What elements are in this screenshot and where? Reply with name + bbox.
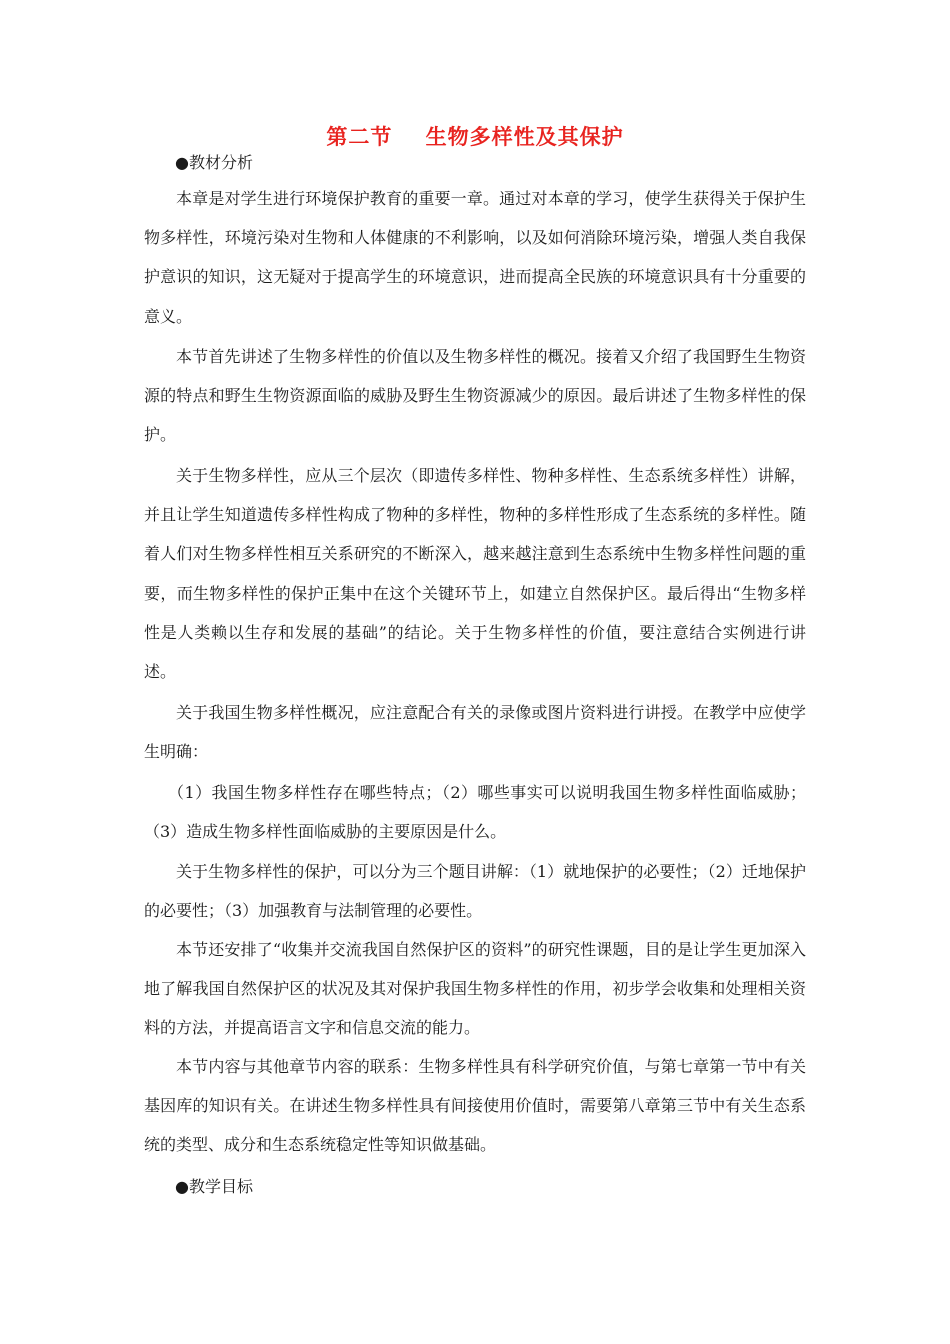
page-title: 第二节 生物多样性及其保护: [326, 124, 624, 149]
paragraph-4: 关于我国生物多样性概况，应注意配合有关的录像或图片资料进行讲授。在教学中应使学生明确：: [144, 703, 806, 762]
paragraph-1: 本章是对学生进行环境保护教育的重要一章。通过对本章的学习，使学生获得关于保护生物多样性，环境污染对生物和人体健康的不利影响，以及如何消除环境污染，增强人类自我保护意识的知识，这无疑对于提高学生的环境意识，进而提高全民族的环境意识具有十分重要的意义。: [144, 189, 806, 326]
paragraph-8: 本节内容与其他章节内容的联系：生物多样性具有科学研究价值，与第七章第一节中有关基因库的知识有关。在讲述生物多样性具有间接使用价值时，需要第八章第三节中有关生态系统的类型、成分和生态系统稳定性等知识做基础。: [144, 1057, 806, 1155]
paragraph-2: 本节首先讲述了生物多样性的价值以及生物多样性的概况。接着又介绍了我国野生生物资源的特点和野生生物资源面临的威胁及野生生物资源减少的原因。最后讲述了生物多样性的保护。: [144, 347, 806, 445]
paragraph-3: 关于生物多样性，应从三个层次（即遗传多样性、物种多样性、生态系统多样性）讲解，并且让学生知道遗传多样性构成了物种的多样性，物种的多样性形成了生态系统的多样性。随着人们对生物多样性相互关系研究的不断深入，越来越注意到生态系统中生物多样性问题的重要，而生物多样性的保护正集中在这个关键环节上，如建立自然保护区。最后得出“生物多样性是人类赖以生存和发展的基础”的结论。关于生物多样性的价值，要注意结合实例进行讲述。: [144, 466, 806, 682]
paragraph-6: 关于生物多样性的保护，可以分为三个题目讲解：（1）就地保护的必要性；（2）迁地保护的必要性；（3）加强教育与法制管理的必要性。: [144, 862, 806, 921]
paragraph-5: （1）我国生物多样性存在哪些特点；（2）哪些事实可以说明我国生物多样性面临威胁；（3）造成生物多样性面临威胁的主要原因是什么。: [144, 783, 806, 842]
section-heading-textbook-analysis: ●教材分析: [175, 153, 253, 172]
section-heading-teaching-goals: ●教学目标: [175, 1177, 253, 1196]
paragraph-7: 本节还安排了“收集并交流我国自然保护区的资料”的研究性课题，目的是让学生更加深入地了解我国自然保护区的状况及其对保护我国生物多样性的作用，初步学会收集和处理相关资料的方法，并提高语言文字和信息交流的能力。: [144, 940, 806, 1038]
